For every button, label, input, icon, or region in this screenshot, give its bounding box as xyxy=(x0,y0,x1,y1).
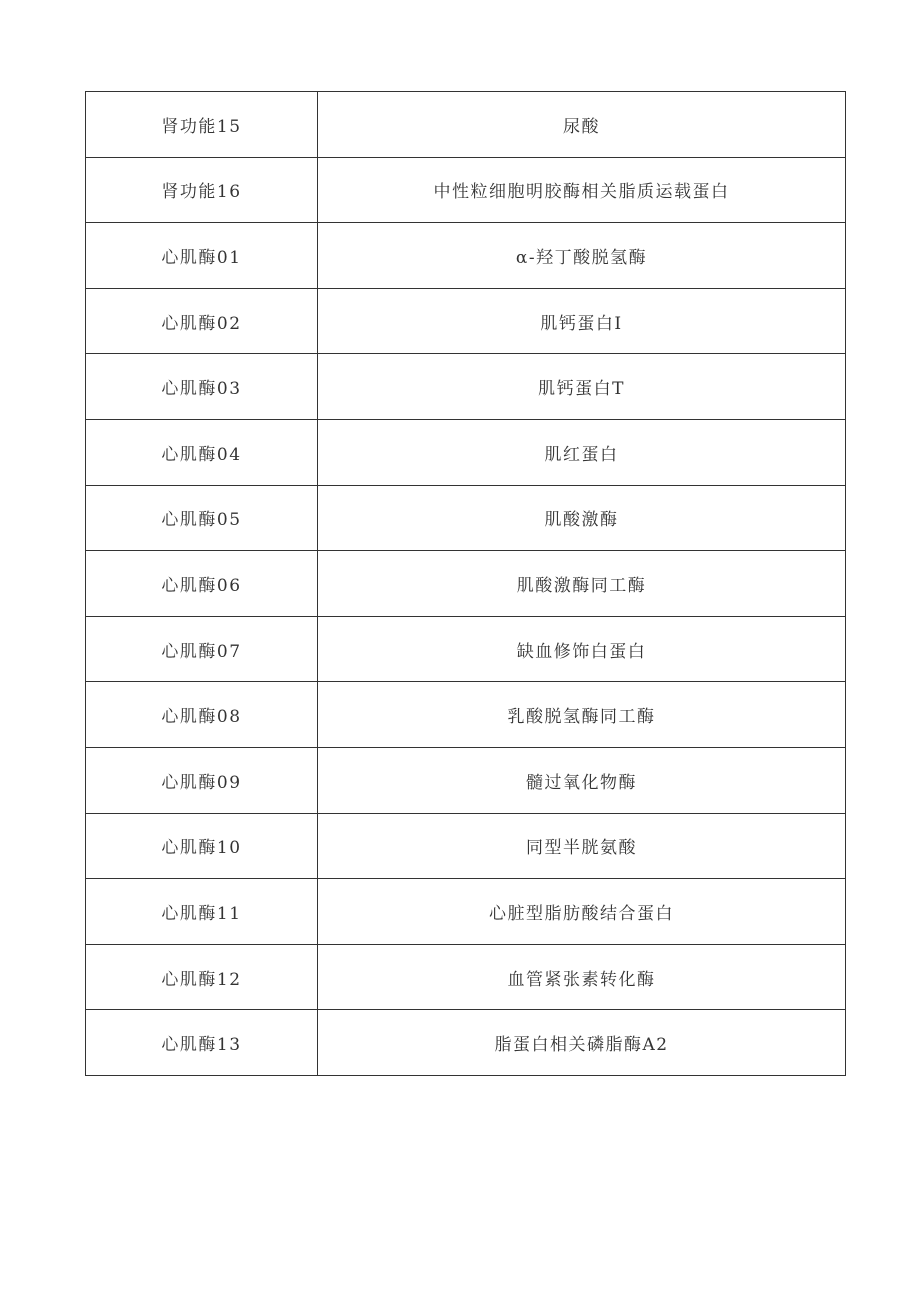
item-name: 缺血修饰白蛋白 xyxy=(318,616,846,682)
table-row xyxy=(86,879,846,945)
table-row xyxy=(86,485,846,551)
item-code: 心肌酶11 xyxy=(86,879,318,945)
item-code: 心肌酶02 xyxy=(86,288,318,354)
item-name: 同型半胱氨酸 xyxy=(318,813,846,879)
table-row xyxy=(86,288,846,354)
table-row xyxy=(86,157,846,223)
item-name: 血管紧张素转化酶 xyxy=(318,944,846,1010)
item-name: 肌钙蛋白I xyxy=(318,288,846,354)
item-name: 髓过氧化物酶 xyxy=(318,747,846,813)
item-code: 心肌酶05 xyxy=(86,485,318,551)
item-name: 心脏型脂肪酸结合蛋白 xyxy=(318,879,846,945)
table-row xyxy=(86,223,846,289)
test-items-table xyxy=(85,91,846,1076)
item-code: 心肌酶12 xyxy=(86,944,318,1010)
item-code: 心肌酶08 xyxy=(86,682,318,748)
item-code: 肾功能16 xyxy=(86,157,318,223)
table-row xyxy=(86,92,846,158)
item-code: 心肌酶07 xyxy=(86,616,318,682)
table-row xyxy=(86,419,846,485)
item-code: 心肌酶13 xyxy=(86,1010,318,1076)
table-row xyxy=(86,944,846,1010)
item-name: 肌酸激酶 xyxy=(318,485,846,551)
item-name: 尿酸 xyxy=(318,92,846,158)
item-name: 肌红蛋白 xyxy=(318,419,846,485)
item-name: 肌钙蛋白T xyxy=(318,354,846,420)
table-row xyxy=(86,747,846,813)
table-row xyxy=(86,682,846,748)
item-name: 肌酸激酶同工酶 xyxy=(318,551,846,617)
item-name: 脂蛋白相关磷脂酶A2 xyxy=(318,1010,846,1076)
item-code: 心肌酶10 xyxy=(86,813,318,879)
table-row xyxy=(86,813,846,879)
table-row xyxy=(86,616,846,682)
item-code: 心肌酶09 xyxy=(86,747,318,813)
item-code: 心肌酶04 xyxy=(86,419,318,485)
item-code: 心肌酶03 xyxy=(86,354,318,420)
item-code: 肾功能15 xyxy=(86,92,318,158)
table-row xyxy=(86,354,846,420)
item-name: 中性粒细胞明胶酶相关脂质运载蛋白 xyxy=(318,157,846,223)
item-name: α-羟丁酸脱氢酶 xyxy=(318,223,846,289)
item-code: 心肌酶01 xyxy=(86,223,318,289)
item-code: 心肌酶06 xyxy=(86,551,318,617)
item-name: 乳酸脱氢酶同工酶 xyxy=(318,682,846,748)
table-row xyxy=(86,551,846,617)
table-row xyxy=(86,1010,846,1076)
